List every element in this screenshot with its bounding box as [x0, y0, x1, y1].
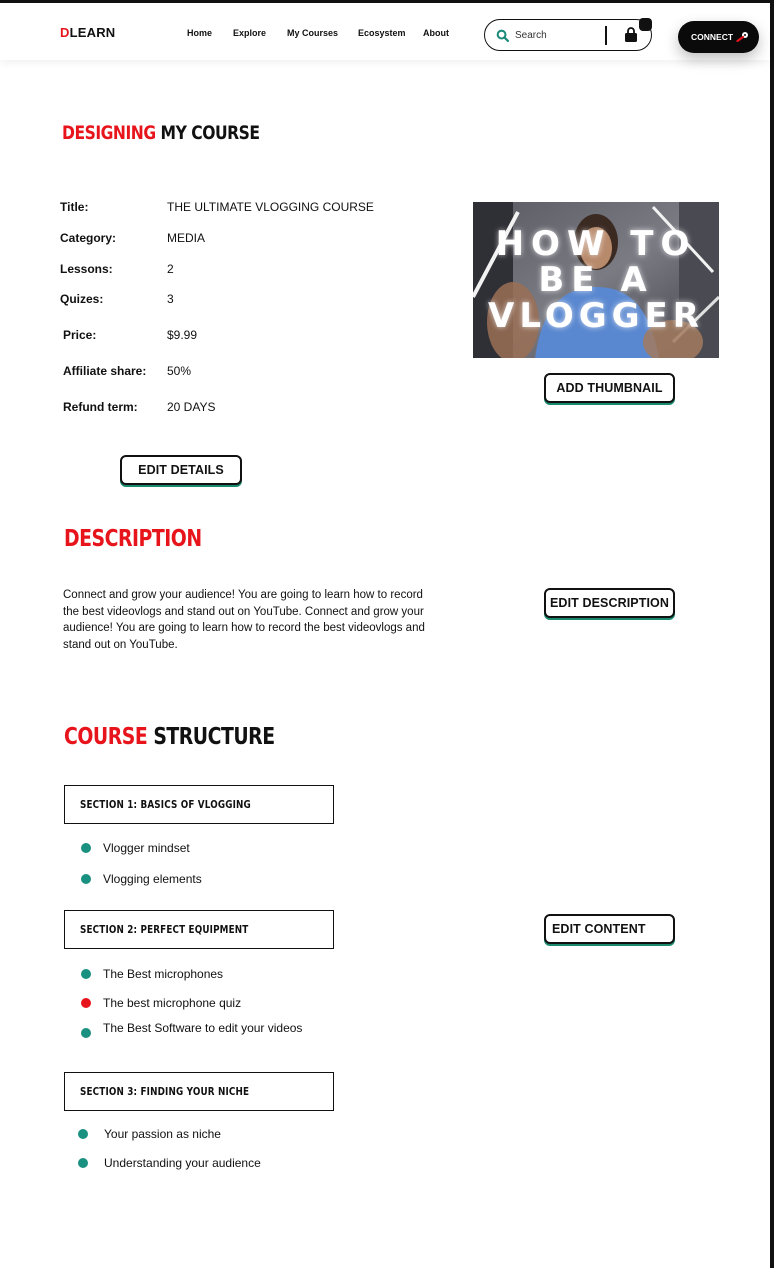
lesson-item[interactable]: Vlogger mindset	[103, 841, 190, 855]
detail-label-title: Title:	[60, 200, 89, 214]
nav-home[interactable]: Home	[187, 28, 213, 38]
cart-badge	[639, 18, 652, 31]
search-icon[interactable]	[496, 29, 509, 42]
logo[interactable]: DLEARN	[60, 25, 116, 40]
thumbnail-line-3: VLOGGER	[488, 296, 704, 336]
description-text: Connect and grow your audience! You are going to learn how to record the best videovlogs and stand out on YouTube. Connect and grow your audience! You are going to learn how to record the best videovlogs and stand out on YouTube.	[63, 589, 425, 651]
edit-details-button[interactable]: EDIT DETAILS	[120, 455, 242, 485]
edit-description-button[interactable]: EDIT DESCRIPTION	[544, 588, 675, 618]
section-1-title: SECTION 1: BASICS OF VLOGGING	[80, 798, 251, 811]
lesson-bullet	[81, 969, 91, 979]
detail-label-quizes: Quizes:	[60, 292, 104, 306]
quiz-item[interactable]: The best microphone quiz	[103, 996, 242, 1010]
lesson-item[interactable]: The Best microphones	[103, 967, 224, 981]
nav-about[interactable]: About	[423, 28, 449, 38]
detail-value-lessons: 2	[167, 262, 174, 276]
lesson-bullet	[78, 1158, 88, 1168]
section-3-header[interactable]	[64, 1072, 334, 1111]
detail-value-price: $9.99	[167, 328, 198, 342]
detail-label-affiliate-share: Affiliate share:	[63, 364, 147, 378]
lesson-bullet	[81, 874, 91, 884]
quiz-bullet	[81, 998, 91, 1008]
nav-my-courses[interactable]: My Courses	[287, 28, 339, 38]
description-heading: DESCRIPTION	[64, 526, 202, 552]
search-bar	[484, 19, 652, 51]
connect-button[interactable]	[678, 21, 759, 53]
detail-value-refund-term: 20 DAYS	[167, 400, 216, 414]
detail-value-quizes: 3	[167, 292, 174, 306]
detail-label-category: Category:	[60, 231, 117, 245]
detail-value-affiliate-share: 50%	[167, 364, 192, 378]
course-structure-heading: COURSE STRUCTURE	[64, 724, 275, 750]
section-2-title: SECTION 2: PERFECT EQUIPMENT	[80, 923, 249, 936]
edit-content-button[interactable]: EDIT CONTENT	[544, 914, 675, 944]
detail-value-category: MEDIA	[167, 231, 206, 245]
lesson-bullet	[81, 1028, 91, 1038]
nav-explore[interactable]: Explore	[233, 28, 267, 38]
search-input[interactable]	[515, 26, 599, 44]
lesson-item[interactable]: The Best Software to edit your videos	[103, 1021, 303, 1035]
detail-label-refund-term: Refund term:	[63, 400, 138, 414]
lesson-item[interactable]: Vlogging elements	[103, 872, 202, 886]
thumbnail-line-2: BE A	[538, 260, 654, 300]
shopping-bag-icon[interactable]	[624, 27, 638, 43]
search-divider	[605, 26, 607, 45]
nav-ecosystem[interactable]: Ecosystem	[358, 28, 406, 38]
lesson-bullet	[81, 843, 91, 853]
section-2-header[interactable]	[64, 910, 334, 949]
add-thumbnail-button[interactable]: ADD THUMBNAIL	[544, 373, 675, 403]
lesson-item[interactable]: Your passion as niche	[104, 1127, 221, 1141]
lesson-bullet	[78, 1129, 88, 1139]
course-thumbnail	[473, 202, 719, 358]
key-icon	[736, 31, 749, 42]
lesson-item[interactable]: Understanding your audience	[104, 1156, 261, 1170]
thumbnail-line-1: HOW TO	[495, 224, 697, 264]
detail-label-price: Price:	[63, 328, 97, 342]
section-1-header[interactable]	[64, 785, 334, 824]
detail-value-title: THE ULTIMATE VLOGGING COURSE	[167, 200, 374, 214]
section-3-title: SECTION 3: FINDING YOUR NICHE	[80, 1085, 250, 1098]
detail-label-lessons: Lessons:	[60, 262, 113, 276]
top-nav-bar	[0, 3, 770, 60]
window-right-border	[770, 0, 774, 1268]
connect-label: CONNECT	[691, 32, 734, 42]
page-title: DESIGNING MY COURSE	[62, 122, 260, 144]
